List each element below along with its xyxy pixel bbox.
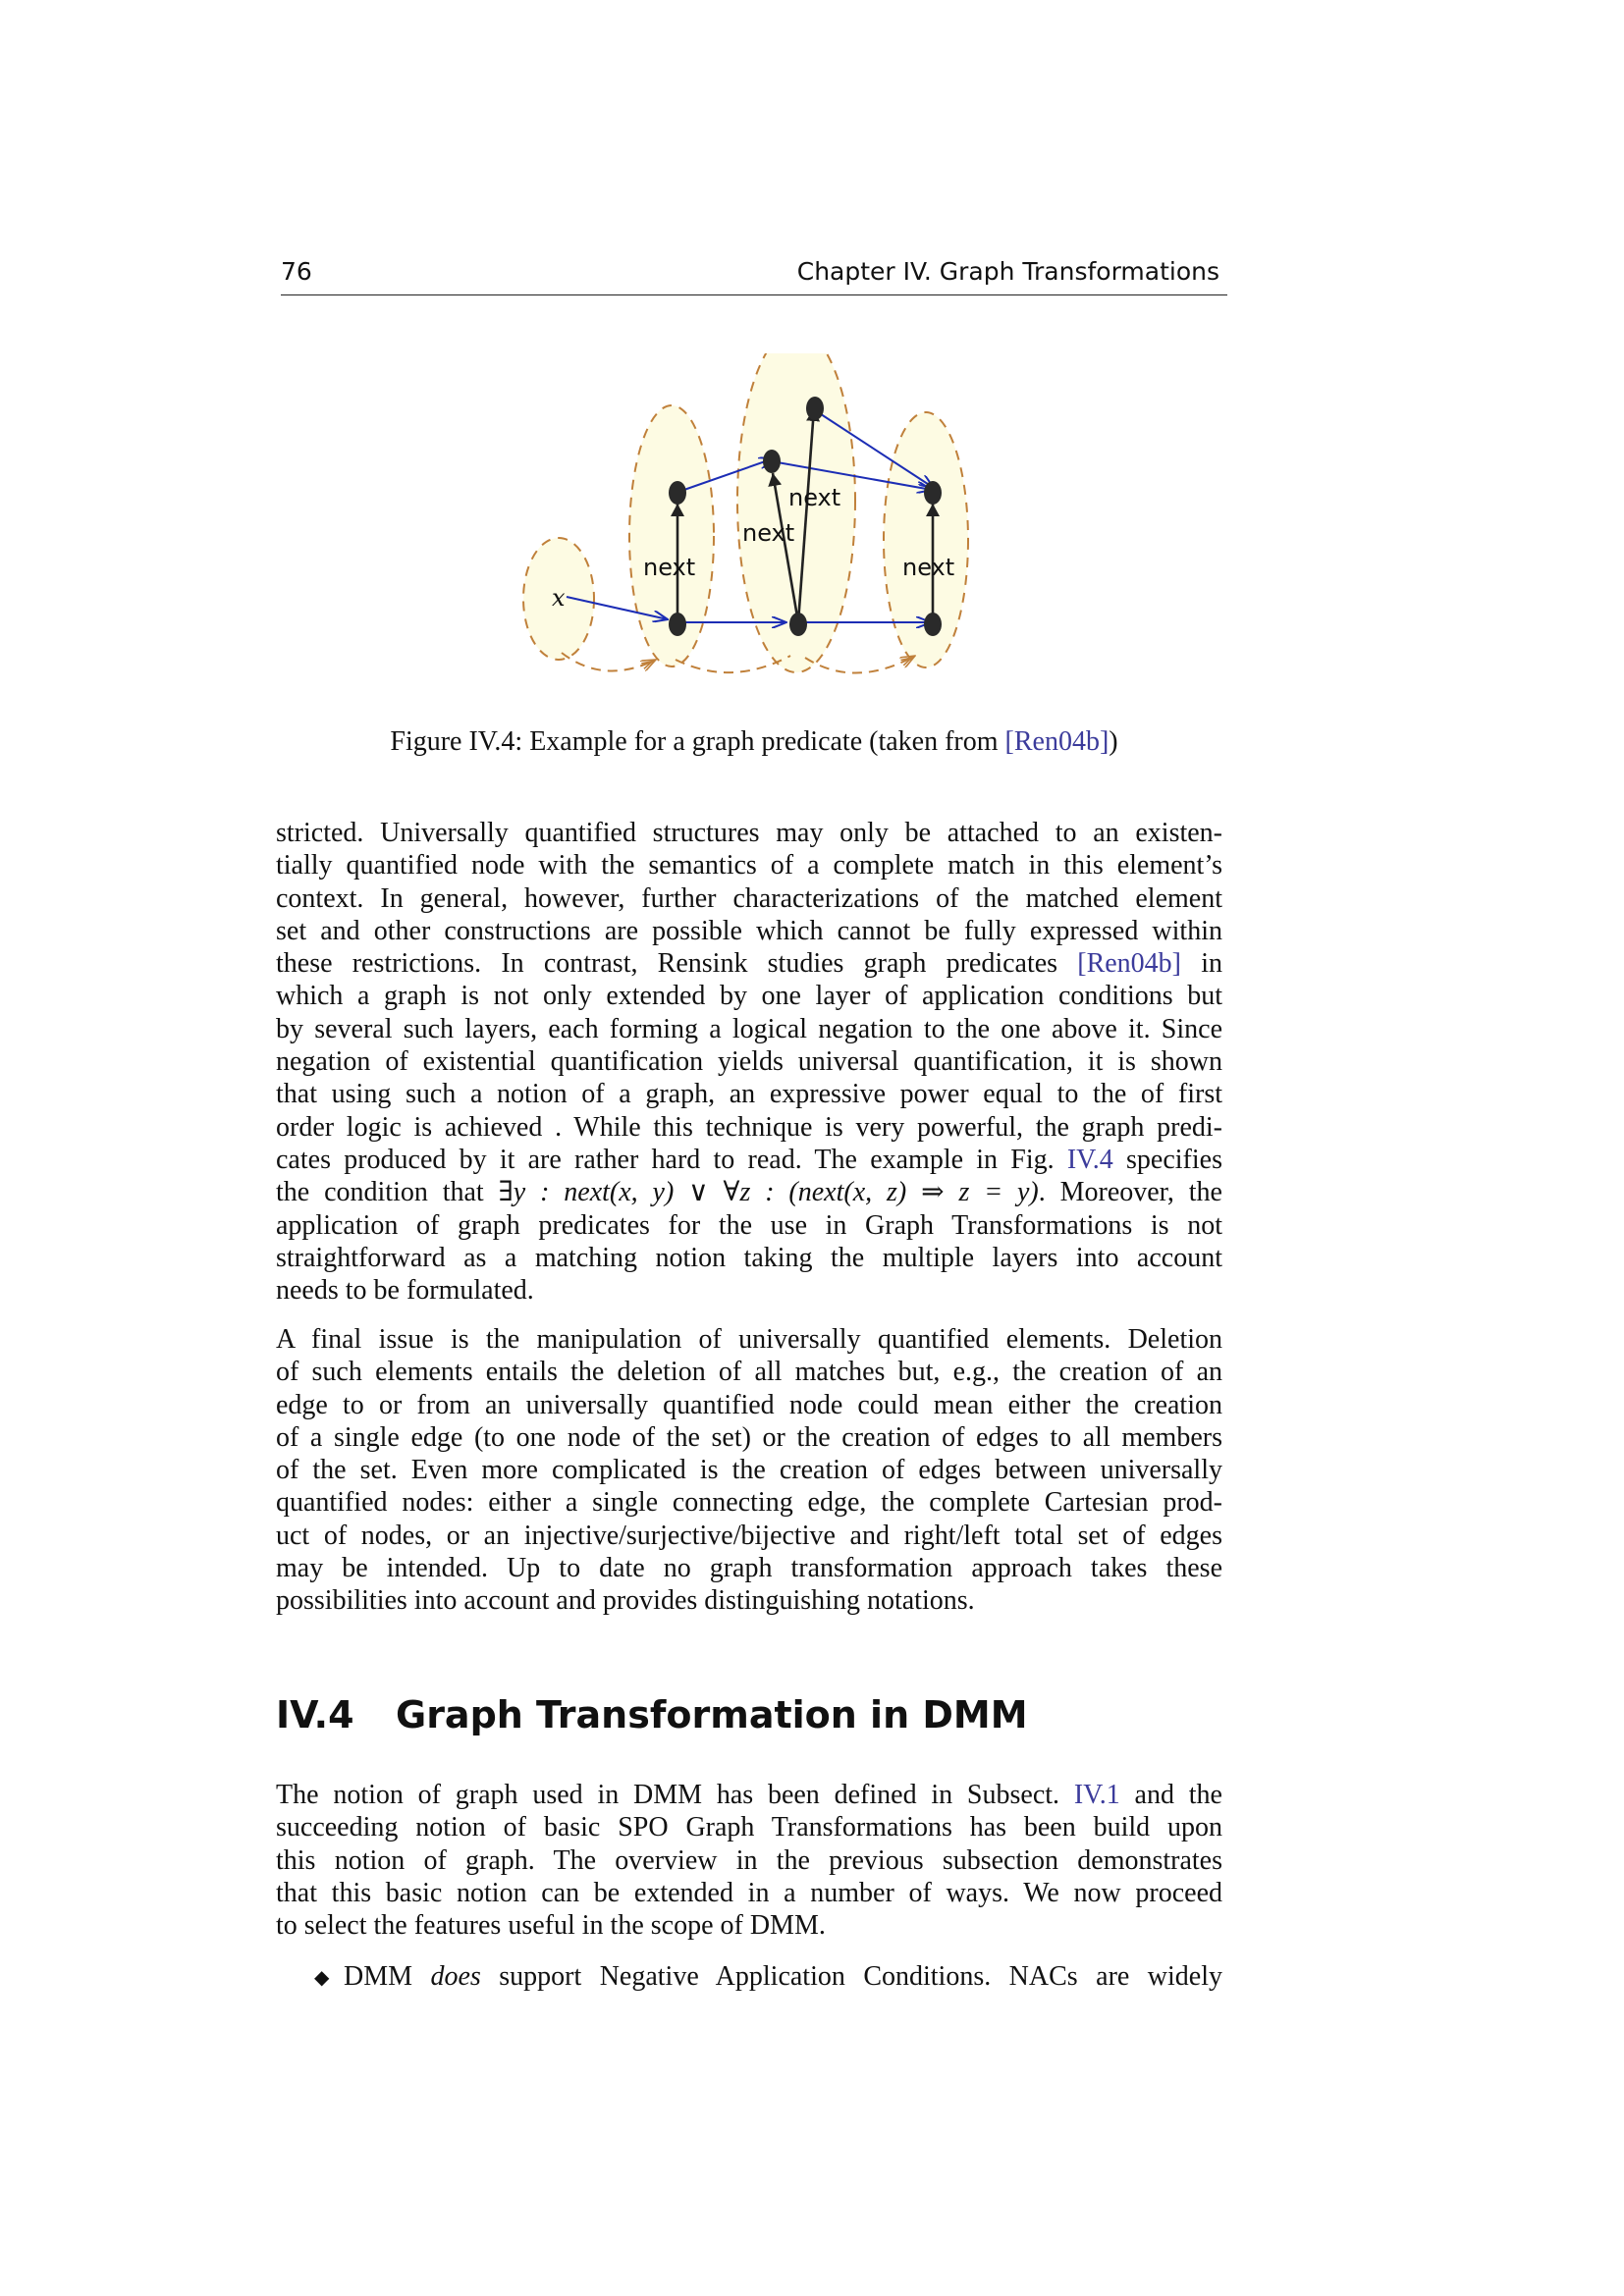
node — [789, 613, 807, 636]
page-number: 76 — [281, 257, 312, 286]
paragraph: stricted. Universally quantified structures may only be attached to an existen- tially quantified node with the semantics of a complete match in this element’s context. In general, however, further characterizations of the matched element set and other constructions are possible which cannot be fully expressed within these restrictions. In contrast, Rensink studies graph predicates [Ren04b] in which a graph is not only extended by one layer of application conditions but by several such layers, each forming a logical negation to the one above it. Since negation of existential quantification yields universal quantification, it is shown that using such a notion of a graph, an expressive power equal to the of first order logic is achieved . While this technique is very powerful, the graph predi- cates produced by it are rather hard to read. The example in Fig. IV.4 specifies the condition that ∃y : next(x, y) ∨ ∀z : (next(x, z) ⇒ z = y). Moreover, the application of graph predicates for the use in Graph Transformations is not straightforward as a matching notion taking the multiple layers into account needs to be formulated. — [276, 818, 1222, 1307]
section-title: Graph Transformation in DMM — [396, 1693, 1028, 1736]
edge-label-next: next — [742, 519, 795, 547]
section-ref-link[interactable]: IV.1 — [1073, 1780, 1120, 1810]
edge-label-next: next — [643, 554, 696, 581]
node — [669, 613, 686, 636]
section-number: IV.4 — [276, 1693, 354, 1736]
nesting-arrow-1 — [562, 653, 656, 670]
citation-link[interactable]: [Ren04b] — [1077, 948, 1182, 980]
node — [924, 481, 942, 505]
paragraph: A final issue is the manipulation of universally quantified elements. Deletion of such elements entails the deletion of all matches but, e.g., the creation of an edge to or from an universally quantified node could mean either the creation of a single edge (to one node of the set) or the creation of edges to all members of the set. Even more complicated is the creation of edges between universally quantified nodes: either a single connecting edge, the complete Cartesian prod- uct of nodes, or an injective/surjective/bijective and right/left total set of edges may be intended. Up to date no graph transformation approach takes these possibilities into account and provides distinguishing notations. — [276, 1324, 1222, 1617]
citation-link[interactable]: [Ren04b] — [1004, 726, 1110, 757]
node — [806, 397, 824, 420]
formula: ∃y : next(x, y) ∨ ∀z : (next(x, z) ⇒ z = y) — [498, 1177, 1039, 1208]
graph-predicate-figure — [511, 353, 982, 687]
node — [763, 450, 781, 473]
figure-caption: Figure IV.4: Example for a graph predicate (taken from [Ren04b]) — [390, 726, 1118, 757]
bullet-diamond-icon: ◆ — [314, 1967, 330, 1989]
figure-ref-link[interactable]: IV.4 — [1066, 1144, 1113, 1175]
node — [669, 481, 686, 505]
node — [924, 613, 942, 636]
paragraph: The notion of graph used in DMM has been defined in Subsect. IV.1 and the succeeding notion of basic SPO Graph Transformations has been build upon this notion of graph. The overview in the previous subsection demonstrates that this basic notion can be extended in a number of ways. We now proceed to select the features useful in the scope of DMM. — [276, 1780, 1222, 1942]
node-label-x: x — [552, 584, 566, 612]
edge-label-next: next — [788, 484, 841, 511]
running-header — [281, 257, 1227, 295]
nesting-arrow-3 — [805, 656, 915, 673]
section-heading — [276, 1693, 1028, 1736]
chapter-title: Chapter IV. Graph Transformations — [796, 257, 1219, 286]
edge-label-next: next — [902, 554, 955, 581]
